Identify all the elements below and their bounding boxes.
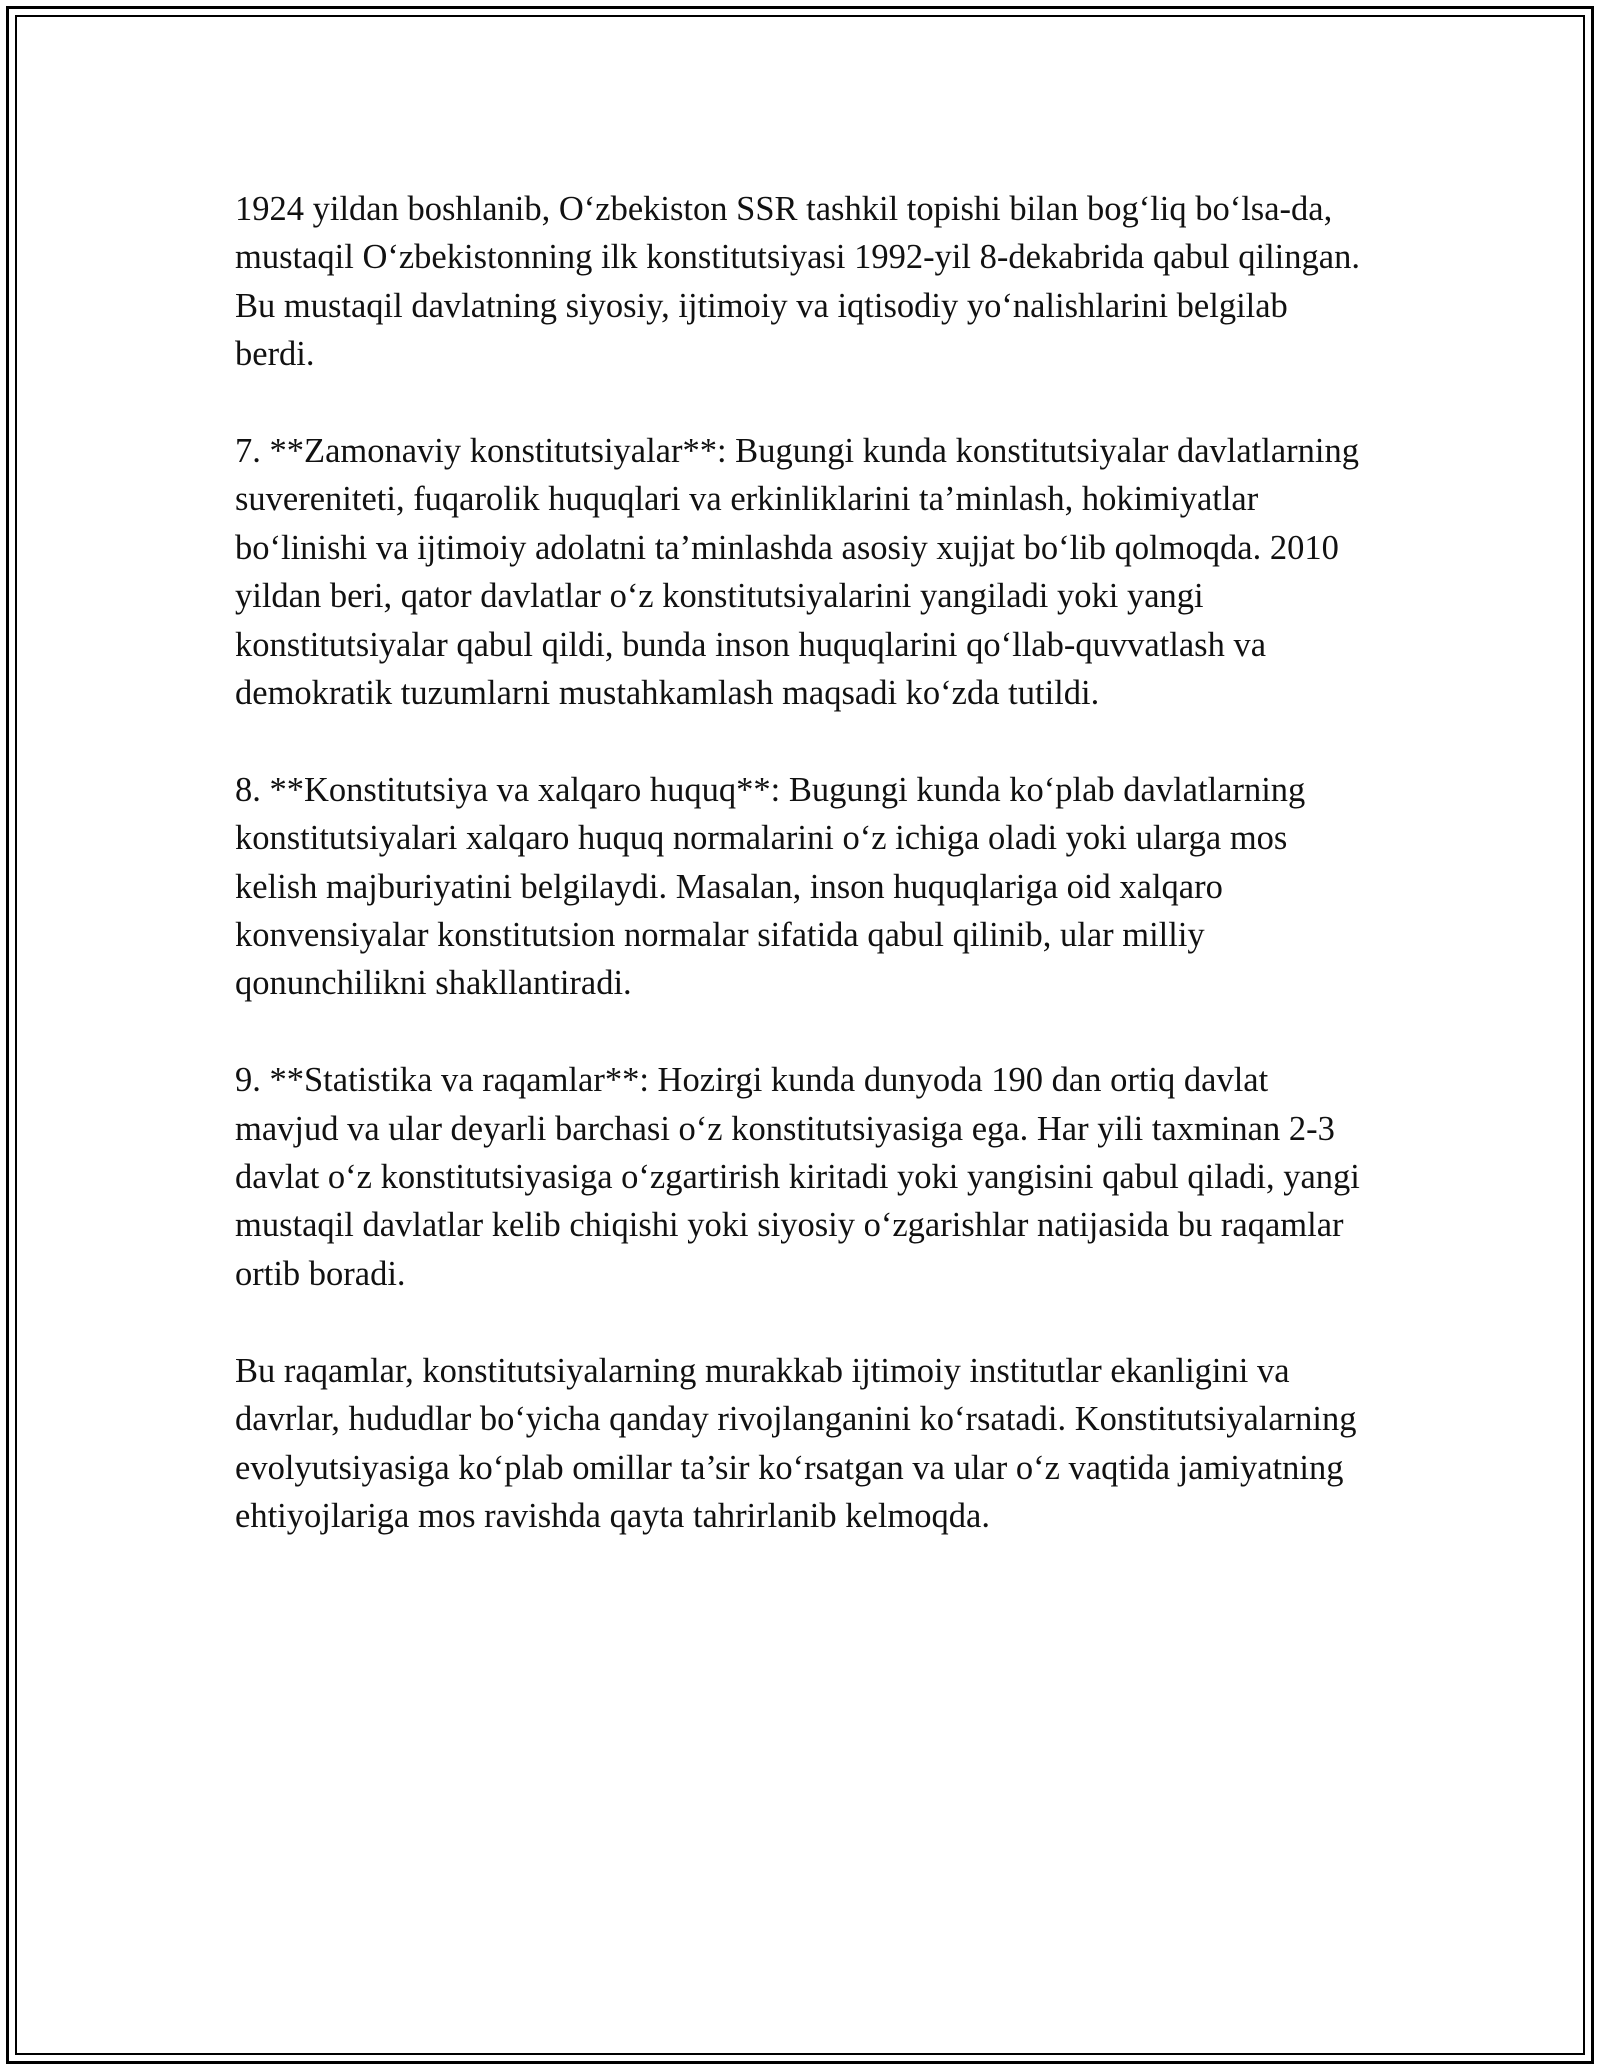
document-body	[235, 185, 1375, 1589]
paragraph-constitution-history: 1924 yildan boshlanib, O‘zbekiston SSR tashkil topishi bilan bog‘liq bo‘lsa-da, mustaqil O‘zbekistonning ilk konstitutsiyasi 1992-yil 8-dekabrida qabul qilingan. Bu mustaqil davlatning siyosiy, ijtimoiy va iqtisodiy yo‘nalishlarini belgilab berdi.	[235, 190, 1360, 374]
paragraph-constitution-international-law: 8. **Konstitutsiya va xalqaro huquq**: Bugungi kunda ko‘plab davlatlarning konstitutsiyalari xalqaro huquq normalarini o‘z ichiga oladi yoki ularga mos kelish majburiyatini belgilaydi. Masalan, inson huquqlariga oid xalqaro konvensiyalar konstitutsion normalar sifatida qabul qilinib, ular milliy qonunchilikni shakllantiradi.	[235, 770, 1306, 1003]
paragraph-modern-constitutions: 7. **Zamonaviy konstitutsiyalar**: Bugungi kunda konstitutsiyalar davlatlarning suvereniteti, fuqarolik huquqlari va erkinliklarini ta’minlash, hokimiyatlar bo‘linishi va ijtimoiy adolatni ta’minlashda asosiy xujjat bo‘lib qolmoqda. 2010 yildan beri, qator davlatlar o‘z konstitutsiyalarini yangiladi yoki yangi konstitutsiyalar qabul qildi, bunda inson huquqlarini qo‘llab-quvvatlash va demokratik tuzumlarni mustahkamlash maqsadi ko‘zda tutildi.	[235, 432, 1359, 713]
paragraph-conclusion: Bu raqamlar, konstitutsiyalarning murakkab ijtimoiy institutlar ekanligini va davrlar, hududlar bo‘yicha qanday rivojlanganini ko‘rsatadi. Konstitutsiyalarning evolyutsiyasiga ko‘plab omillar ta’sir ko‘rsatgan va ular o‘z vaqtida jamiyatning ehtiyojlariga mos ravishda qayta tahrirlanib kelmoqda.	[235, 1351, 1357, 1535]
paragraph-statistics: 9. **Statistika va raqamlar**: Hozirgi kunda dunyoda 190 dan ortiq davlat mavjud va ular deyarli barchasi o‘z konstitutsiyasiga ega. Har yili taxminan 2-3 davlat o‘z konstitutsiyasiga o‘zgartirish kiritadi yoki yangisini qabul qiladi, yangi mustaqil davlatlar kelib chiqishi yoki siyosiy o‘zgarishlar natijasida bu raqamlar ortib boradi.	[235, 1061, 1360, 1293]
